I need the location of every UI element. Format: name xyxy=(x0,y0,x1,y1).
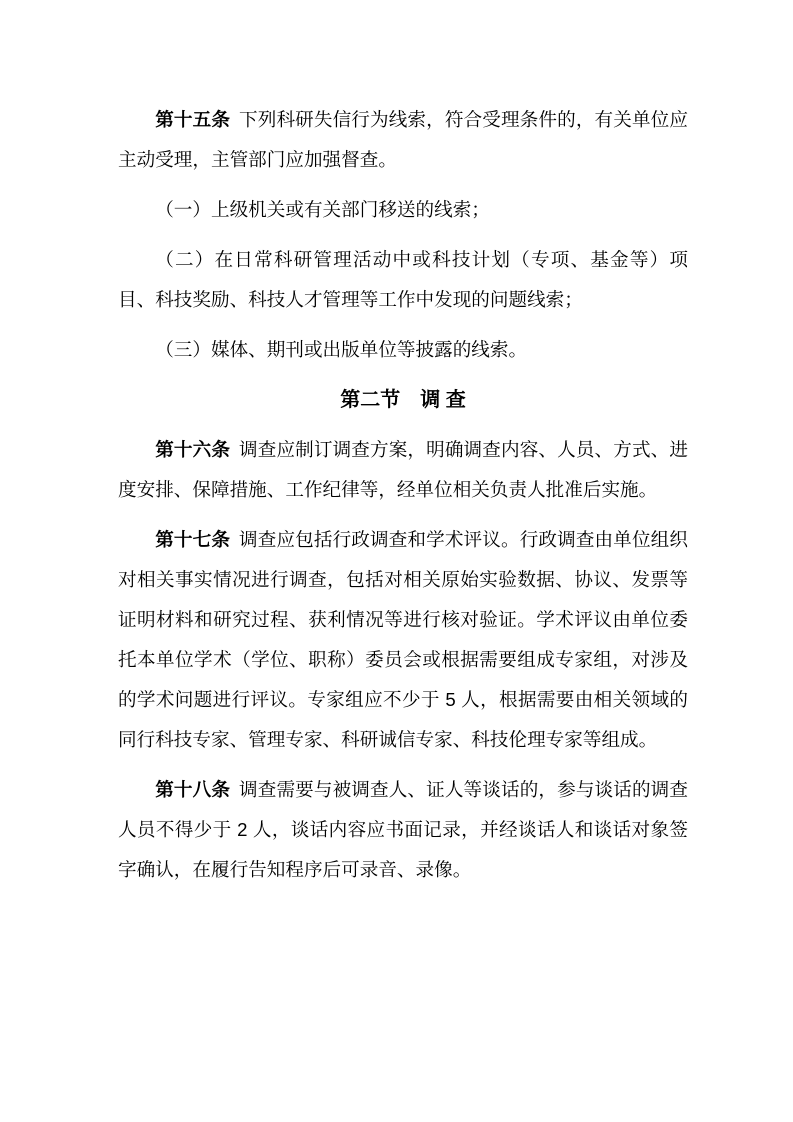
list-item-2 xyxy=(118,240,688,320)
article-15-text: 下列科研失信行为线索，符合受理条件的，有关单位应主动受理，主管部门应加强督查。 xyxy=(118,109,688,170)
section-heading: 第二节 调 查 xyxy=(340,389,466,411)
list-item-1-text: （一）上级机关或有关部门移送的线索； xyxy=(155,199,490,220)
list-item-3 xyxy=(118,330,688,370)
article-17-number: 第十七条 xyxy=(155,529,231,550)
paragraph-article-17 xyxy=(118,520,688,760)
list-item-2-text: （二）在日常科研管理活动中或科技计划（专项、基金等）项目、科技奖励、科技人才管理等工作中发现的问题线索； xyxy=(118,249,688,310)
article-18-text: 调查需要与被调查人、证人等谈话的，参与谈话的调查人员不得少于 2 人，谈话内容应书面记录，并经谈话人和谈话对象签字确认，在履行告知程序后可录音、录像。 xyxy=(118,779,688,880)
article-16-text: 调查应制订调查方案，明确调查内容、人员、方式、进度安排、保障措施、工作纪律等，经单位相关负责人批准后实施。 xyxy=(118,439,688,500)
article-17-text: 调查应包括行政调查和学术评议。行政调查由单位组织对相关事实情况进行调查，包括对相关原始实验数据、协议、发票等证明材料和研究过程、获利情况等进行核对验证。学术评议由单位委托本单位学术（学位、职称）委员会或根据需要组成专家组，对涉及的学术问题进行评议。专家组应不少于 5 人，根据需要由相关领域的同行科技专家、管理专家、科研诚信专家、科技伦理专家等组成。 xyxy=(118,529,688,750)
list-item-1 xyxy=(118,190,688,230)
paragraph-article-15 xyxy=(118,100,688,180)
document-body xyxy=(118,0,688,890)
paragraph-article-16 xyxy=(118,430,688,510)
list-item-3-text: （三）媒体、期刊或出版单位等披露的线索。 xyxy=(155,339,528,360)
paragraph-article-18 xyxy=(118,770,688,890)
article-15-number: 第十五条 xyxy=(155,109,231,130)
article-16-number: 第十六条 xyxy=(155,439,231,460)
article-18-number: 第十八条 xyxy=(155,779,231,800)
